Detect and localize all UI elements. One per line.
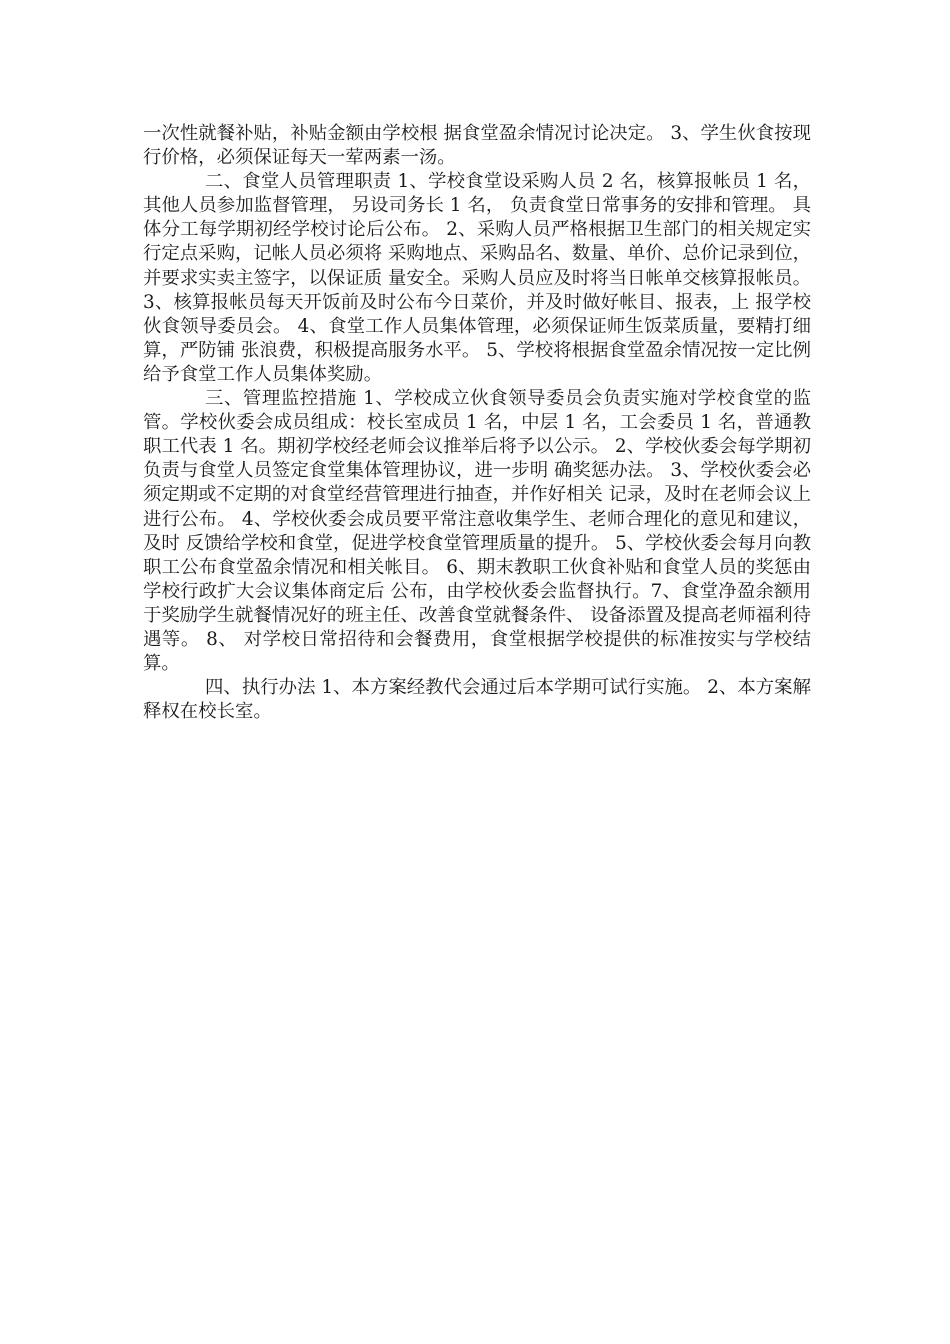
document-body [143,122,811,724]
paragraph-meal-subsidy: 一次性就餐补贴，补贴金额由学校根 据食堂盈余情况讨论决定。 3、学生伙食按现行价格，必须保证每天一荤两素一汤。 [143,123,811,169]
paragraph-supervision-measures: 三、管理监控措施 1、学校成立伙食领导委员会负责实施对学校食堂的监 管。学校伙委会成员组成：校长室成员 1 名，中层 1 名，工会委员 1 名，普通教 职工代表 1 名。期初学校经老师会议推举后将予以公示。 2、学校伙委会每学期初负责与食堂人员签定食堂集体管理协议，进一步明 确奖惩办法。 3、学校伙委会必须定期或不定期的对食堂经营管理进行抽查，并作好相关 记录，及时在老师会议上进行公布。 4、学校伙委会成员要平常注意收集学生、老师合理化的意见和建议，及时 反馈给学校和食堂，促进学校食堂管理质量的提升。 5、学校伙委会每月向教职工公布食堂盈余情况和相关帐目。 6、期末教职工伙食补贴和食堂人员的奖惩由学校行政扩大会议集体商定后 公布，由学校伙委会监督执行。7、食堂净盈余额用于奖励学生就餐情况好的班主任、改善食堂就餐条件、 设备添置及提高老师福利待遇等。 8、 对学校日常招待和会餐费用，食堂根据学校提供的标准按实与学校结算。 [143,388,811,675]
paragraph-staff-management: 二、食堂人员管理职责 1、学校食堂设采购人员 2 名，核算报帐员 1 名， 其他人员参加监督管理， 另设司务长 1 名， 负责食堂日常事务的安排和管理。 具体分工每学期初经学校讨论后公布。 2、采购人员严格根据卫生部门的相关规定实行定点采购，记帐人员必须将 采购地点、采购品名、数量、单价、总价记录到位，并要求实卖主签字，以保证质 量安全。采购人员应及时将当日帐单交核算报帐员。 3、核算报帐员每天开饭前及时公布今日菜价，并及时做好帐目、报表，上 报学校伙食领导委员会。 4、食堂工作人员集体管理，必须保证师生饭菜质量，要精打细算，严防铺 张浪费，积极提高服务水平。 5、学校将根据食堂盈余情况按一定比例给予食堂工作人员集体奖励。 [143,171,811,385]
paragraph-implementation: 四、执行办法 1、本方案经教代会通过后本学期可试行实施。 2、本方案解释权在校长室。 [143,677,811,723]
